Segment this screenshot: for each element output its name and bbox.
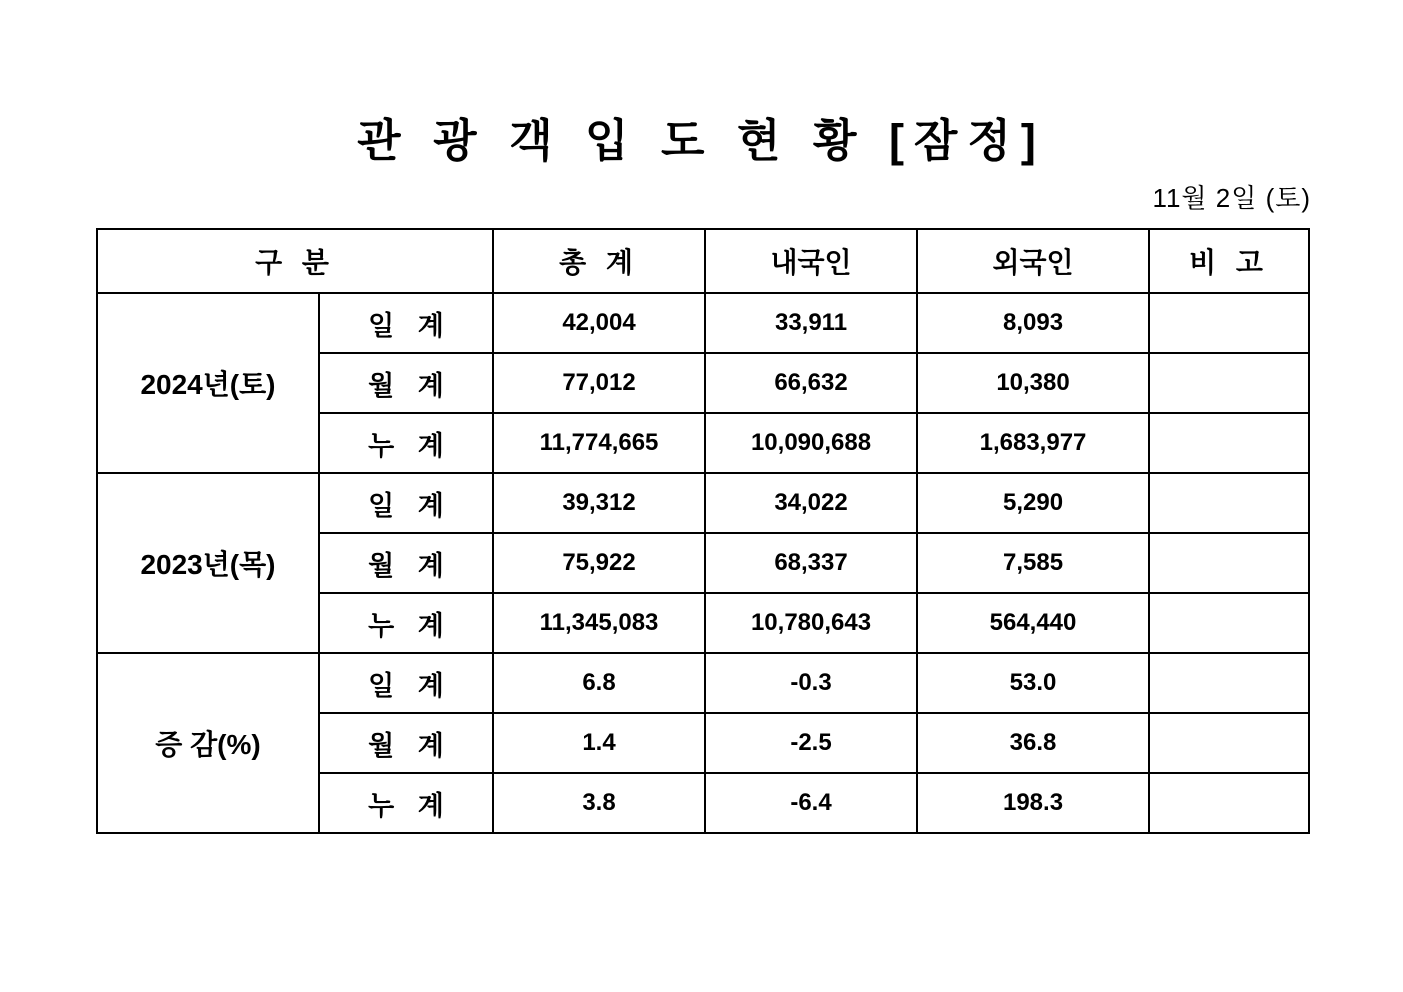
cell-total: 77,012 <box>493 353 705 413</box>
column-header-domestic: 내국인 <box>705 229 917 293</box>
cell-domestic: 10,780,643 <box>705 593 917 653</box>
cell-domestic: -0.3 <box>705 653 917 713</box>
cell-note <box>1149 533 1309 593</box>
cell-domestic: 34,022 <box>705 473 917 533</box>
cell-foreign: 8,093 <box>917 293 1149 353</box>
cell-note <box>1149 773 1309 833</box>
cell-domestic: -6.4 <box>705 773 917 833</box>
page-title: 관 광 객 입 도 현 황 [잠정] <box>357 115 1046 166</box>
cell-note <box>1149 293 1309 353</box>
cell-foreign: 198.3 <box>917 773 1149 833</box>
table-header <box>97 229 1309 293</box>
row-sub-label: 일 계 <box>319 473 493 533</box>
cell-note <box>1149 653 1309 713</box>
cell-foreign: 564,440 <box>917 593 1149 653</box>
cell-note <box>1149 473 1309 533</box>
cell-total: 42,004 <box>493 293 705 353</box>
cell-foreign: 36.8 <box>917 713 1149 773</box>
row-sub-label: 월 계 <box>319 713 493 773</box>
row-sub-label: 누 계 <box>319 413 493 473</box>
cell-total: 11,774,665 <box>493 413 705 473</box>
row-group-label: 증 감(%) <box>97 653 319 833</box>
column-header-group: 구 분 <box>97 229 493 293</box>
cell-total: 39,312 <box>493 473 705 533</box>
tourist-arrivals-table <box>96 228 1310 834</box>
cell-domestic: 10,090,688 <box>705 413 917 473</box>
column-header-total: 총 계 <box>493 229 705 293</box>
table-header-row <box>97 229 1309 293</box>
column-header-note: 비 고 <box>1149 229 1309 293</box>
table-row <box>97 653 1309 713</box>
row-sub-label: 월 계 <box>319 353 493 413</box>
cell-total: 3.8 <box>493 773 705 833</box>
cell-total: 1.4 <box>493 713 705 773</box>
row-group-label: 2024년(토) <box>97 293 319 473</box>
column-header-foreign: 외국인 <box>917 229 1149 293</box>
row-sub-label: 월 계 <box>319 533 493 593</box>
table-row <box>97 473 1309 533</box>
cell-domestic: -2.5 <box>705 713 917 773</box>
cell-foreign: 10,380 <box>917 353 1149 413</box>
row-sub-label: 누 계 <box>319 773 493 833</box>
cell-foreign: 5,290 <box>917 473 1149 533</box>
cell-total: 75,922 <box>493 533 705 593</box>
report-date: 11월 2일 (토) <box>1152 183 1311 213</box>
cell-note <box>1149 593 1309 653</box>
cell-foreign: 53.0 <box>917 653 1149 713</box>
cell-domestic: 68,337 <box>705 533 917 593</box>
cell-total: 6.8 <box>493 653 705 713</box>
table-body <box>97 293 1309 833</box>
row-sub-label: 일 계 <box>319 293 493 353</box>
table-row <box>97 293 1309 353</box>
row-group-label: 2023년(목) <box>97 473 319 653</box>
row-sub-label: 일 계 <box>319 653 493 713</box>
cell-foreign: 1,683,977 <box>917 413 1149 473</box>
cell-note <box>1149 353 1309 413</box>
cell-domestic: 66,632 <box>705 353 917 413</box>
cell-total: 11,345,083 <box>493 593 705 653</box>
cell-domestic: 33,911 <box>705 293 917 353</box>
cell-note <box>1149 713 1309 773</box>
cell-foreign: 7,585 <box>917 533 1149 593</box>
row-sub-label: 누 계 <box>319 593 493 653</box>
cell-note <box>1149 413 1309 473</box>
